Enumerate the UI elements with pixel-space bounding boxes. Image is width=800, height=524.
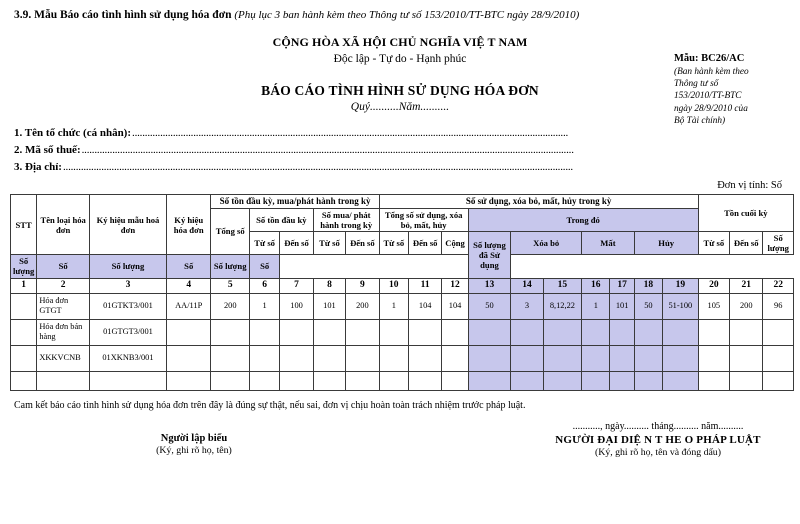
cell-c11[interactable]: 104 (408, 293, 441, 319)
cell-c21[interactable] (730, 319, 763, 345)
cell-invoice-type[interactable]: Hóa đơn GTGT (37, 293, 90, 319)
cell-c10[interactable] (379, 371, 408, 390)
field-dotted-line[interactable]: ........................................................................................................................................................................................................ (62, 161, 573, 174)
cell-stt[interactable] (11, 293, 37, 319)
cell-c10[interactable]: 1 (379, 293, 408, 319)
colnum-1: 1 (11, 278, 37, 293)
table-row[interactable] (11, 293, 794, 319)
cell-invoice-symbol[interactable] (166, 371, 211, 390)
cell-c14[interactable] (511, 319, 543, 345)
cell-c8[interactable] (313, 345, 345, 371)
col-opening-to: Đến số (280, 232, 313, 255)
cell-c20[interactable] (698, 319, 729, 345)
cell-c6[interactable] (249, 345, 279, 371)
cell-c18[interactable] (634, 345, 662, 371)
cell-c12[interactable]: 104 (442, 293, 468, 319)
colnum-7: 7 (280, 278, 313, 293)
cell-c13[interactable] (468, 345, 511, 371)
field-tax-code (14, 142, 792, 159)
table-header-row-5 (11, 255, 794, 278)
colnum-17: 17 (610, 278, 634, 293)
col-closing-qty: Số lượng (763, 232, 794, 255)
field-label: 3. Địa chỉ: (14, 161, 62, 174)
cell-c18[interactable]: 50 (634, 293, 662, 319)
table-row[interactable] (11, 345, 794, 371)
preparer-title: Người lập biểu (160, 432, 228, 444)
col-stt: STT (11, 195, 37, 255)
colnum-11: 11 (408, 278, 441, 293)
cell-c22[interactable]: 96 (763, 293, 794, 319)
cell-c15[interactable] (543, 319, 581, 345)
col-in-which: Trong đó (468, 208, 698, 231)
unit-note: Đơn vị tính: Số (717, 180, 782, 192)
field-label: 1. Tên tổ chức (cá nhân): (14, 127, 132, 139)
cell-c14[interactable] (511, 371, 543, 390)
colnum-12: 12 (442, 278, 468, 293)
cell-c13[interactable] (468, 371, 511, 390)
cell-c5[interactable] (211, 319, 249, 345)
cell-c15[interactable] (543, 345, 581, 371)
cell-c17[interactable]: 101 (610, 293, 634, 319)
signature-legal-rep (513, 421, 800, 458)
colnum-2: 2 (37, 278, 90, 293)
col-opening-from: Từ số (249, 232, 279, 255)
cell-c19[interactable]: 51-100 (663, 293, 699, 319)
colnum-19: 19 (663, 278, 699, 293)
colnum-6: 6 (249, 278, 279, 293)
section-number-title: 3.9. Mẫu Báo cáo tình hình sử dụng hóa đơn (14, 9, 232, 21)
signature-area (8, 420, 792, 503)
col-lost-qty: Số lượng (89, 255, 166, 278)
section-heading (8, 0, 792, 21)
cell-c13[interactable]: 50 (468, 293, 511, 319)
cell-c10[interactable] (379, 345, 408, 371)
cell-c8[interactable] (313, 371, 345, 390)
cell-c16[interactable] (582, 319, 610, 345)
cell-c14[interactable]: 3 (511, 293, 543, 319)
legal-rep-title: NGƯỜI ĐẠI DIỆ N T HE O PHÁP LUẬT (555, 433, 761, 446)
form-code-line-4: ngày 28/9/2010 của (674, 103, 748, 114)
commitment-statement: Cam kết báo cáo tình hình sử dụng hóa đơn trên đây là đúng sự thật, nếu sai, đơn vị chịu hoàn toàn trách nhiệm trước pháp luật. (14, 399, 526, 411)
cell-invoice-type[interactable]: XKKVCNB (37, 345, 90, 371)
col-lost-no: Số (166, 255, 211, 278)
col-invoice-symbol: Ký hiệu hóa đơn (166, 195, 211, 255)
cell-c19[interactable] (663, 345, 699, 371)
table-row[interactable] (11, 371, 794, 390)
cell-form-symbol[interactable]: 01GTGT3/001 (89, 319, 166, 345)
form-code-line-5: Bộ Tài chính) (674, 115, 726, 126)
col-issued-from: Từ số (313, 232, 345, 255)
cell-c9[interactable] (346, 371, 379, 390)
cell-c18[interactable] (634, 371, 662, 390)
cell-invoice-type[interactable] (37, 371, 90, 390)
cell-c21[interactable] (730, 371, 763, 390)
col-closing-to: Đến số (730, 232, 763, 255)
cell-c9[interactable] (346, 345, 379, 371)
signature-date-line[interactable]: ..........., ngày.......... tháng.......... năm.......... (572, 420, 744, 432)
cell-c6[interactable]: 1 (249, 293, 279, 319)
cell-c14[interactable] (511, 345, 543, 371)
col-lost: Mất (582, 232, 635, 255)
field-label: 2. Mã số thuế: (14, 144, 81, 157)
cell-c21[interactable]: 200 (730, 293, 763, 319)
national-motto: Độc lập - Tự do - Hạnh phúc (333, 53, 467, 65)
cell-c19[interactable] (663, 371, 699, 390)
cell-c5[interactable] (211, 345, 249, 371)
entry-fields (8, 125, 792, 176)
cell-c7[interactable]: 100 (280, 293, 313, 319)
col-form-symbol: Ký hiệu mẫu hoá đơn (89, 195, 166, 255)
cell-c11[interactable] (408, 345, 441, 371)
cell-stt[interactable] (11, 345, 37, 371)
cell-c6[interactable] (249, 319, 279, 345)
cell-c22[interactable] (763, 345, 794, 371)
document-period: Quý..........Năm.......... (350, 101, 450, 113)
field-dotted-line[interactable]: ................................................................................................................................................................................................. (81, 144, 574, 157)
colnum-5: 5 (211, 278, 249, 293)
cell-c16[interactable]: 1 (582, 293, 610, 319)
group-opening-stock: Số tồn đầu kỳ, mua/phát hành trong kỳ (211, 195, 379, 209)
cell-c20[interactable] (698, 371, 729, 390)
col-cancelled: Xóa bỏ (511, 232, 582, 255)
invoice-usage-table (10, 194, 794, 390)
colnum-16: 16 (582, 278, 610, 293)
col-closing-from: Từ số (698, 232, 729, 255)
cell-c21[interactable] (730, 345, 763, 371)
col-used-sum: Cộng (442, 232, 468, 255)
cell-stt[interactable] (11, 319, 37, 345)
colnum-4: 4 (166, 278, 211, 293)
col-total: Tổng số (211, 208, 249, 255)
form-code-label: Mẫu: BC26/AC (674, 53, 745, 64)
colnum-10: 10 (379, 278, 408, 293)
cell-c13[interactable] (468, 319, 511, 345)
legal-rep-instruction: (Ký, ghi rõ họ, tên và đóng dấu) (595, 446, 721, 458)
colnum-8: 8 (313, 278, 345, 293)
table-column-number-row (11, 278, 794, 293)
cell-form-symbol[interactable] (89, 371, 166, 390)
group-closing-stock: Tồn cuối kỳ (698, 195, 793, 232)
cell-invoice-symbol[interactable] (166, 319, 211, 345)
cell-c11[interactable] (408, 371, 441, 390)
cell-c5[interactable]: 200 (211, 293, 249, 319)
col-purchased-issued: Số mua/ phát hành trong kỳ (313, 208, 379, 231)
cell-c8[interactable] (313, 319, 345, 345)
cell-form-symbol[interactable]: 01GTKT3/001 (89, 293, 166, 319)
col-used-to: Đến số (408, 232, 441, 255)
cell-c17[interactable] (610, 319, 634, 345)
col-total-used: Tổng số sử dụng, xóa bỏ, mất, hủy (379, 208, 468, 231)
cell-c20[interactable] (698, 345, 729, 371)
cell-c17[interactable] (610, 371, 634, 390)
form-code-line-2: Thông tư số (674, 79, 719, 90)
colnum-9: 9 (346, 278, 379, 293)
colnum-22: 22 (763, 278, 794, 293)
col-destroyed: Hủy (634, 232, 698, 255)
col-destroyed-no: Số (249, 255, 279, 278)
section-note: (Phụ lục 3 ban hành kèm theo Thông tư số 153/2010/TT-BTC ngày 28/9/2010) (234, 9, 580, 21)
cell-c9[interactable] (346, 319, 379, 345)
cell-c22[interactable] (763, 319, 794, 345)
cell-c12[interactable] (442, 345, 468, 371)
cell-c18[interactable] (634, 319, 662, 345)
colnum-20: 20 (698, 278, 729, 293)
cell-invoice-symbol[interactable]: AA/11P (166, 293, 211, 319)
cell-c7[interactable] (280, 371, 313, 390)
cell-c5[interactable] (211, 371, 249, 390)
preparer-instruction: (Ký, ghi rõ họ, tên) (156, 444, 232, 456)
cell-c20[interactable]: 105 (698, 293, 729, 319)
cell-invoice-type[interactable]: Hóa đơn bán hàng (37, 319, 90, 345)
col-used-from: Từ số (379, 232, 408, 255)
colnum-18: 18 (634, 278, 662, 293)
cell-c11[interactable] (408, 319, 441, 345)
document-title: BÁO CÁO TÌNH HÌNH SỬ DỤNG HÓA ĐƠN (261, 83, 539, 98)
field-organization-name (14, 125, 792, 142)
colnum-15: 15 (543, 278, 581, 293)
form-code-line-1: (Ban hành kèm theo (674, 66, 749, 77)
cell-c9[interactable]: 200 (346, 293, 379, 319)
group-usage: Số sử dụng, xóa bỏ, mất, hủy trong kỳ (379, 195, 698, 209)
col-qty-used: Số lượng đã Sử dụng (468, 232, 511, 279)
cell-c7[interactable] (280, 345, 313, 371)
colnum-21: 21 (730, 278, 763, 293)
national-title: CỘNG HÒA XÃ HỘI CHỦ NGHĨA VIỆ T NAM (272, 35, 528, 49)
cell-c6[interactable] (249, 371, 279, 390)
cell-c17[interactable] (610, 345, 634, 371)
table-header-row-1 (11, 195, 794, 209)
col-opening-stock: Số tồn đầu kỳ (249, 208, 313, 231)
field-address (14, 159, 792, 176)
col-cancelled-qty: Số lượng (11, 255, 37, 278)
cell-c8[interactable]: 101 (313, 293, 345, 319)
cell-c19[interactable] (663, 319, 699, 345)
colnum-13: 13 (468, 278, 511, 293)
cell-c22[interactable] (763, 371, 794, 390)
form-code-block (674, 52, 796, 127)
cell-form-symbol[interactable]: 01XKNB3/001 (89, 345, 166, 371)
col-invoice-type: Tên loại hóa đơn (37, 195, 90, 255)
colnum-3: 3 (89, 278, 166, 293)
col-cancelled-no: Số (37, 255, 90, 278)
cell-invoice-symbol[interactable] (166, 345, 211, 371)
colnum-14: 14 (511, 278, 543, 293)
cell-c12[interactable] (442, 319, 468, 345)
signature-preparer (104, 433, 284, 456)
cell-stt[interactable] (11, 371, 37, 390)
col-destroyed-qty: Số lượng (211, 255, 249, 278)
col-issued-to: Đến số (346, 232, 379, 255)
table-row[interactable] (11, 319, 794, 345)
cell-c7[interactable] (280, 319, 313, 345)
cell-c12[interactable] (442, 371, 468, 390)
cell-c15[interactable]: 8,12,22 (543, 293, 581, 319)
cell-c16[interactable] (582, 371, 610, 390)
cell-c16[interactable] (582, 345, 610, 371)
field-dotted-line[interactable]: ........................................................................................................................................................................... (132, 127, 569, 139)
cell-c15[interactable] (543, 371, 581, 390)
cell-c10[interactable] (379, 319, 408, 345)
form-code-line-3: 153/2010/TT-BTC (674, 91, 742, 102)
